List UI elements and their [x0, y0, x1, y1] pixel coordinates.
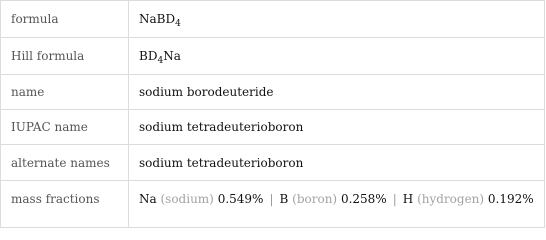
- row-label-hill-formula: Hill formula: [1, 38, 129, 75]
- table-row: [1, 181, 545, 228]
- element-name: (hydrogen): [417, 192, 485, 206]
- hill-formula-subscript: 4: [157, 56, 164, 66]
- element-name: (boron): [292, 192, 338, 206]
- element-percent: 0.192%: [487, 192, 534, 206]
- separator: |: [269, 192, 274, 206]
- row-label-iupac-name: IUPAC name: [1, 110, 129, 145]
- mass-fraction-b: [280, 192, 387, 206]
- table-row: [1, 1, 545, 38]
- iupac-name-value: sodium tetradeuterioboron: [129, 110, 545, 145]
- row-label-formula: formula: [1, 1, 129, 38]
- element-symbol: H: [402, 192, 414, 206]
- mass-fractions-value: [129, 181, 545, 228]
- hill-formula-main: BD: [139, 49, 158, 63]
- row-label-mass-fractions: mass fractions: [1, 181, 129, 228]
- element-symbol: Na: [139, 192, 157, 206]
- hill-formula-tail: Na: [163, 49, 181, 63]
- element-symbol: B: [279, 192, 289, 206]
- row-label-alternate-names: alternate names: [1, 145, 129, 181]
- name-value: sodium borodeuteride: [129, 75, 545, 110]
- formula-subscript: 4: [175, 19, 181, 29]
- table-row: [1, 145, 545, 181]
- formula-value: [129, 1, 545, 38]
- element-percent: 0.549%: [217, 192, 264, 206]
- mass-fraction-na: [139, 192, 263, 206]
- row-label-name: name: [1, 75, 129, 110]
- hill-formula-value: [129, 38, 545, 75]
- alternate-names-value: sodium tetradeuterioboron: [129, 145, 545, 181]
- separator: |: [392, 192, 397, 206]
- table-row: [1, 75, 545, 110]
- formula-main: NaBD: [139, 12, 176, 26]
- table-row: [1, 110, 545, 145]
- mass-fraction-h: [403, 192, 534, 206]
- element-percent: 0.258%: [340, 192, 387, 206]
- element-name: (sodium): [160, 192, 214, 206]
- table-row: [1, 38, 545, 75]
